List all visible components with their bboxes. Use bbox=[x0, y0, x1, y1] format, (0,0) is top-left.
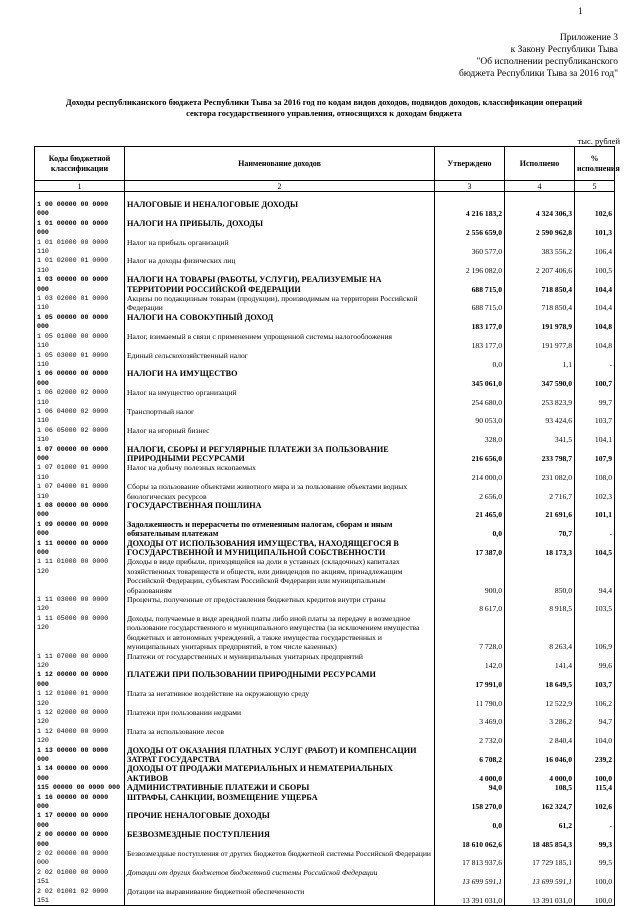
table-row bbox=[35, 539, 615, 558]
row-name: Налог, взимаемый в связи с применением упрощенной системы налогообложения bbox=[125, 332, 435, 351]
row-percent: 99,5 bbox=[575, 849, 615, 868]
row-approved: 17 991,0 bbox=[435, 670, 505, 689]
row-code: 1 07 00000 00 0000 000 bbox=[35, 445, 125, 464]
row-executed: 17 729 185,1 bbox=[505, 849, 575, 868]
row-executed: 1,1 bbox=[505, 351, 575, 370]
row-executed: 347 590,0 bbox=[505, 369, 575, 388]
row-name: ПРОЧИЕ НЕНАЛОГОВЫЕ ДОХОДЫ bbox=[125, 811, 435, 830]
row-percent: 100,0 bbox=[575, 764, 615, 783]
row-executed: 191 977,8 bbox=[505, 332, 575, 351]
row-code: 1 06 04000 02 0000 110 bbox=[35, 407, 125, 426]
table-row bbox=[35, 238, 615, 257]
row-name: ДОХОДЫ ОТ ОКАЗАНИЯ ПЛАТНЫХ УСЛУГ (РАБОТ) И КОМПЕНСАЦИИ ЗАТРАТ ГОСУДАРСТВА bbox=[125, 746, 435, 765]
row-code: 1 11 07000 00 0000 120 bbox=[35, 652, 125, 671]
row-percent: 101,3 bbox=[575, 219, 615, 238]
row-executed: 18 173,3 bbox=[505, 539, 575, 558]
header-name: Наименование доходов bbox=[125, 147, 435, 181]
row-code: 1 01 01000 00 0000 110 bbox=[35, 238, 125, 257]
table-row bbox=[35, 652, 615, 671]
table-row bbox=[35, 294, 615, 313]
row-approved: 0,0 bbox=[435, 520, 505, 539]
row-executed: 8 918,5 bbox=[505, 595, 575, 614]
row-code: 1 01 00000 00 0000 000 bbox=[35, 219, 125, 238]
row-code: 1 03 00000 00 0000 000 bbox=[35, 275, 125, 294]
row-percent: 94,7 bbox=[575, 708, 615, 727]
row-percent: 104,0 bbox=[575, 727, 615, 746]
row-percent: 106,9 bbox=[575, 614, 615, 652]
table-row bbox=[35, 275, 615, 294]
row-executed: 70,7 bbox=[505, 520, 575, 539]
row-approved: 2 656,0 bbox=[435, 482, 505, 501]
row-name: ГОСУДАРСТВЕННАЯ ПОШЛИНА bbox=[125, 501, 435, 520]
row-name: ПЛАТЕЖИ ПРИ ПОЛЬЗОВАНИИ ПРИРОДНЫМИ РЕСУРСАМИ bbox=[125, 670, 435, 689]
table-row bbox=[35, 256, 615, 275]
row-code: 115 00000 00 0000 000 bbox=[35, 783, 125, 792]
row-percent: 104,8 bbox=[575, 332, 615, 351]
row-approved: 345 061,0 bbox=[435, 369, 505, 388]
table-row bbox=[35, 351, 615, 370]
table-row bbox=[35, 849, 615, 868]
column-number-row bbox=[35, 181, 615, 192]
row-executed: 13 391 031,0 bbox=[505, 887, 575, 906]
row-approved: 8 617,0 bbox=[435, 595, 505, 614]
row-name: НАЛОГИ НА СОВОКУПНЫЙ ДОХОД bbox=[125, 313, 435, 332]
row-name: Платежи от государственных и муниципальных унитарных предприятий bbox=[125, 652, 435, 671]
row-percent: 107,9 bbox=[575, 445, 615, 464]
row-percent: 104,4 bbox=[575, 294, 615, 313]
row-percent: 99,3 bbox=[575, 830, 615, 849]
table-row bbox=[35, 670, 615, 689]
row-name: НАЛОГИ НА ТОВАРЫ (РАБОТЫ, УСЛУГИ), РЕАЛИЗУЕМЫЕ НА ТЕРРИТОРИИ РОССИЙСКОЙ ФЕДЕРАЦИИ bbox=[125, 275, 435, 294]
document-title bbox=[34, 97, 614, 119]
row-executed: 3 286,2 bbox=[505, 708, 575, 727]
table-row bbox=[35, 426, 615, 445]
row-name: Дотации на выравнивание бюджетной обеспеченности bbox=[125, 887, 435, 906]
table-row bbox=[35, 482, 615, 501]
row-code: 1 17 00000 00 0000 000 bbox=[35, 811, 125, 830]
row-percent: 102,6 bbox=[575, 200, 615, 219]
table-row bbox=[35, 783, 615, 792]
row-name: Задолженность и перерасчеты по отмененным налогам, сборам и иным обязательным платежам bbox=[125, 520, 435, 539]
row-approved: 142,0 bbox=[435, 652, 505, 671]
row-approved: 688 715,0 bbox=[435, 294, 505, 313]
table-row bbox=[35, 463, 615, 482]
unit-label: тыс. рублей bbox=[577, 136, 620, 146]
row-percent: 101,1 bbox=[575, 501, 615, 520]
table-row bbox=[35, 557, 615, 595]
column-number: 3 bbox=[435, 181, 505, 192]
row-approved: 11 790,0 bbox=[435, 689, 505, 708]
row-percent: 99,7 bbox=[575, 388, 615, 407]
row-code: 1 09 00000 00 0000 000 bbox=[35, 520, 125, 539]
row-name: АДМИНИСТРАТИВНЫЕ ПЛАТЕЖИ И СБОРЫ bbox=[125, 783, 435, 792]
row-code: 1 05 03000 01 0000 110 bbox=[35, 351, 125, 370]
row-code: 1 11 00000 00 0000 000 bbox=[35, 539, 125, 558]
row-executed: 4 000,0 bbox=[505, 764, 575, 783]
row-percent: 104,5 bbox=[575, 539, 615, 558]
column-number: 2 bbox=[125, 181, 435, 192]
row-approved: 17 387,0 bbox=[435, 539, 505, 558]
row-executed: 383 556,2 bbox=[505, 238, 575, 257]
row-name: Единый сельскохозяйственный налог bbox=[125, 351, 435, 370]
row-code: 1 06 02000 02 0000 110 bbox=[35, 388, 125, 407]
row-approved: 183 177,0 bbox=[435, 332, 505, 351]
header-approved: Утверждено bbox=[435, 147, 505, 181]
row-percent: 100,5 bbox=[575, 256, 615, 275]
row-percent: 103,5 bbox=[575, 595, 615, 614]
row-name: Плата за негативное воздействие на окружающую среду bbox=[125, 689, 435, 708]
table-row bbox=[35, 520, 615, 539]
column-number: 4 bbox=[505, 181, 575, 192]
row-approved: 6 708,2 bbox=[435, 746, 505, 765]
row-name: Безвозмездные поступления от других бюджетов бюджетной системы Российской Федерации bbox=[125, 849, 435, 868]
row-approved: 183 177,0 bbox=[435, 313, 505, 332]
row-name: Акцизы по подакцизным товарам (продукции), производимым на территории Российской Федерации bbox=[125, 294, 435, 313]
row-executed: 718 850,4 bbox=[505, 275, 575, 294]
row-executed: 2 590 962,8 bbox=[505, 219, 575, 238]
row-approved: 0,0 bbox=[435, 351, 505, 370]
appendix-line: Приложение 3 bbox=[559, 33, 618, 43]
appendix-header bbox=[459, 32, 618, 80]
header-executed: Исполнено bbox=[505, 147, 575, 181]
row-name: ДОХОДЫ ОТ ИСПОЛЬЗОВАНИЯ ИМУЩЕСТВА, НАХОДЯЩЕГОСЯ В ГОСУДАРСТВЕННОЙ И МУНИЦИПАЛЬНОЙ СОБСТВЕННОСТИ bbox=[125, 539, 435, 558]
row-executed: 93 424,6 bbox=[505, 407, 575, 426]
row-percent: 106,4 bbox=[575, 238, 615, 257]
row-code: 1 12 00000 00 0000 000 bbox=[35, 670, 125, 689]
table-row bbox=[35, 746, 615, 765]
row-code: 1 11 01000 00 0000 120 bbox=[35, 557, 125, 595]
row-approved: 2 556 659,0 bbox=[435, 219, 505, 238]
row-executed: 2 840,4 bbox=[505, 727, 575, 746]
row-executed: 108,5 bbox=[505, 783, 575, 792]
row-executed: 718 850,4 bbox=[505, 294, 575, 313]
title-line: Доходы республиканского бюджета Республики Тыва за 2016 год по кодам видов доходов, подвидов доходов, классификации операций bbox=[65, 97, 583, 107]
row-executed: 141,4 bbox=[505, 652, 575, 671]
row-approved: 13 391 031,0 bbox=[435, 887, 505, 906]
row-executed: 21 691,6 bbox=[505, 501, 575, 520]
row-percent: 104,1 bbox=[575, 426, 615, 445]
table-row bbox=[35, 388, 615, 407]
row-name: НАЛОГИ, СБОРЫ И РЕГУЛЯРНЫЕ ПЛАТЕЖИ ЗА ПОЛЬЗОВАНИЕ ПРИРОДНЫМИ РЕСУРСАМИ bbox=[125, 445, 435, 464]
row-percent: 115,4 bbox=[575, 783, 615, 792]
row-percent: 103,7 bbox=[575, 407, 615, 426]
row-approved: 94,0 bbox=[435, 783, 505, 792]
row-percent: 100,0 bbox=[575, 887, 615, 906]
row-executed: 61,2 bbox=[505, 811, 575, 830]
row-percent: - bbox=[575, 811, 615, 830]
row-code: 1 12 02000 00 0000 120 bbox=[35, 708, 125, 727]
row-approved: 7 728,0 bbox=[435, 614, 505, 652]
table-row bbox=[35, 708, 615, 727]
table-row bbox=[35, 445, 615, 464]
row-approved: 4 000,0 bbox=[435, 764, 505, 783]
table-row bbox=[35, 793, 615, 812]
row-executed: 341,5 bbox=[505, 426, 575, 445]
row-approved: 2 732,0 bbox=[435, 727, 505, 746]
row-code: 1 13 00000 00 0000 000 bbox=[35, 746, 125, 765]
row-name: Налог на имущество организаций bbox=[125, 388, 435, 407]
row-executed: 233 798,7 bbox=[505, 445, 575, 464]
revenue-table bbox=[34, 146, 620, 906]
row-approved: 18 610 062,6 bbox=[435, 830, 505, 849]
row-percent: - bbox=[575, 351, 615, 370]
appendix-line: "Об исполнении республиканского bbox=[476, 57, 618, 67]
table-row bbox=[35, 614, 615, 652]
row-approved: 216 656,0 bbox=[435, 445, 505, 464]
row-percent: 106,2 bbox=[575, 689, 615, 708]
table-row bbox=[35, 868, 615, 887]
table-row bbox=[35, 764, 615, 783]
row-approved: 17 813 937,6 bbox=[435, 849, 505, 868]
appendix-line: бюджета Республики Тыва за 2016 год" bbox=[458, 69, 618, 79]
row-percent: 103,7 bbox=[575, 670, 615, 689]
row-code: 1 06 05000 02 0000 110 bbox=[35, 426, 125, 445]
row-code: 1 07 04000 01 0000 110 bbox=[35, 482, 125, 501]
row-approved: 21 465,0 bbox=[435, 501, 505, 520]
table-row bbox=[35, 689, 615, 708]
row-name: Налог на игорный бизнес bbox=[125, 426, 435, 445]
table-row bbox=[35, 200, 615, 219]
row-approved: 90 053,0 bbox=[435, 407, 505, 426]
row-executed: 18 485 854,3 bbox=[505, 830, 575, 849]
row-executed: 850,0 bbox=[505, 557, 575, 595]
row-code: 1 08 00000 00 0000 000 bbox=[35, 501, 125, 520]
row-executed: 12 522,9 bbox=[505, 689, 575, 708]
row-name: Налог на доходы физических лиц bbox=[125, 256, 435, 275]
table-row bbox=[35, 811, 615, 830]
row-name: ШТРАФЫ, САНКЦИИ, ВОЗМЕЩЕНИЕ УЩЕРБА bbox=[125, 793, 435, 812]
table-row bbox=[35, 219, 615, 238]
row-name: Доходы, получаемые в виде арендной платы либо иной платы за передачу в возмездное пользование государственного и муниципального имущества (за исключением имущества бюджетных и автономных учреждений, а также имущества государственных и муниципальных унитарных предприятий, в том числе казенных) bbox=[125, 614, 435, 652]
row-executed: 191 978,9 bbox=[505, 313, 575, 332]
row-executed: 16 046,0 bbox=[505, 746, 575, 765]
row-name: БЕЗВОЗМЕЗДНЫЕ ПОСТУПЛЕНИЯ bbox=[125, 830, 435, 849]
row-code: 1 01 02000 01 0000 110 bbox=[35, 256, 125, 275]
column-number: 1 bbox=[35, 181, 125, 192]
row-approved: 158 270,0 bbox=[435, 793, 505, 812]
row-name: Проценты, полученные от предоставления бюджетных кредитов внутри страны bbox=[125, 595, 435, 614]
table-row bbox=[35, 332, 615, 351]
row-code: 1 12 04000 00 0000 120 bbox=[35, 727, 125, 746]
row-code: 1 00 00000 00 0000 000 bbox=[35, 200, 125, 219]
table-row bbox=[35, 313, 615, 332]
table-row bbox=[35, 595, 615, 614]
row-executed: 18 649,5 bbox=[505, 670, 575, 689]
row-percent: 100,0 bbox=[575, 868, 615, 887]
row-executed: 4 324 306,3 bbox=[505, 200, 575, 219]
row-approved: 328,0 bbox=[435, 426, 505, 445]
row-code: 1 07 01000 01 0000 110 bbox=[35, 463, 125, 482]
row-approved: 688 715,0 bbox=[435, 275, 505, 294]
row-code: 1 05 01000 00 0000 110 bbox=[35, 332, 125, 351]
row-executed: 231 082,0 bbox=[505, 463, 575, 482]
title-line: сектора государственного управления, относящихся к доходам бюджета bbox=[186, 108, 462, 118]
row-percent: 102,3 bbox=[575, 482, 615, 501]
table-row bbox=[35, 501, 615, 520]
row-approved: 214 000,0 bbox=[435, 463, 505, 482]
row-percent: 104,4 bbox=[575, 275, 615, 294]
row-name: НАЛОГИ НА ПРИБЫЛЬ, ДОХОДЫ bbox=[125, 219, 435, 238]
table-row bbox=[35, 369, 615, 388]
row-percent: 102,6 bbox=[575, 793, 615, 812]
row-code: 1 11 05000 00 0000 120 bbox=[35, 614, 125, 652]
table-row bbox=[35, 727, 615, 746]
row-name: Сборы за пользование объектами животного мира и за пользование объектами водных биологических ресурсов bbox=[125, 482, 435, 501]
row-code: 2 02 00000 00 0000 000 bbox=[35, 849, 125, 868]
page-number: 1 bbox=[578, 6, 583, 16]
row-percent: 94,4 bbox=[575, 557, 615, 595]
row-approved: 3 469,0 bbox=[435, 708, 505, 727]
appendix-line: к Закону Республики Тыва bbox=[510, 45, 618, 55]
header-code: Коды бюджетной классификации bbox=[35, 147, 125, 181]
row-name: Платежи при пользовании недрами bbox=[125, 708, 435, 727]
row-name: ДОХОДЫ ОТ ПРОДАЖИ МАТЕРИАЛЬНЫХ И НЕМАТЕРИАЛЬНЫХ АКТИВОВ bbox=[125, 764, 435, 783]
row-name: Плата за использование лесов bbox=[125, 727, 435, 746]
table-row bbox=[35, 830, 615, 849]
row-name: НАЛОГИ НА ИМУЩЕСТВО bbox=[125, 369, 435, 388]
row-approved: 4 216 183,2 bbox=[435, 200, 505, 219]
row-approved: 13 699 591,1 bbox=[435, 868, 505, 887]
row-percent: 100,7 bbox=[575, 369, 615, 388]
row-code: 2 02 01000 00 0000 151 bbox=[35, 868, 125, 887]
row-code: 1 05 00000 00 0000 000 bbox=[35, 313, 125, 332]
row-percent: - bbox=[575, 520, 615, 539]
table-row bbox=[35, 887, 615, 906]
row-executed: 253 823,9 bbox=[505, 388, 575, 407]
row-executed: 2 716,7 bbox=[505, 482, 575, 501]
row-name: Налог на добычу полезных ископаемых bbox=[125, 463, 435, 482]
row-percent: 239,2 bbox=[575, 746, 615, 765]
column-number: 5 bbox=[575, 181, 615, 192]
row-code: 1 14 00000 00 0000 000 bbox=[35, 764, 125, 783]
row-name: Доходы в виде прибыли, приходящейся на доли в уставных (складочных) капиталах хозяйственных товариществ и обществ, или дивидендов по акциям, принадлежащим Российской Федерации, субъектам Российской Федерации или муниципальным образованиям bbox=[125, 557, 435, 595]
row-percent: 108,0 bbox=[575, 463, 615, 482]
row-executed: 2 207 406,6 bbox=[505, 256, 575, 275]
row-code: 1 03 02000 01 0000 110 bbox=[35, 294, 125, 313]
row-executed: 162 324,7 bbox=[505, 793, 575, 812]
row-code: 1 11 03000 00 0000 120 bbox=[35, 595, 125, 614]
row-approved: 2 196 082,0 bbox=[435, 256, 505, 275]
row-code: 1 16 00000 00 0000 000 bbox=[35, 793, 125, 812]
row-approved: 254 680,0 bbox=[435, 388, 505, 407]
row-code: 1 12 01000 01 0000 120 bbox=[35, 689, 125, 708]
table-row bbox=[35, 407, 615, 426]
row-code: 1 06 00000 00 0000 000 bbox=[35, 369, 125, 388]
row-approved: 360 577,0 bbox=[435, 238, 505, 257]
row-approved: 0,0 bbox=[435, 811, 505, 830]
row-percent: 104,8 bbox=[575, 313, 615, 332]
row-executed: 8 263,4 bbox=[505, 614, 575, 652]
row-name: Дотации от других бюджетов бюджетной системы Российской Федерации bbox=[125, 868, 435, 887]
row-executed: 13 699 591,1 bbox=[505, 868, 575, 887]
row-percent: 99,6 bbox=[575, 652, 615, 671]
row-name: Транспортный налог bbox=[125, 407, 435, 426]
row-name: НАЛОГОВЫЕ И НЕНАЛОГОВЫЕ ДОХОДЫ bbox=[125, 200, 435, 219]
row-approved: 900,0 bbox=[435, 557, 505, 595]
row-code: 2 00 00000 00 0000 000 bbox=[35, 830, 125, 849]
row-code: 2 02 01001 02 0000 151 bbox=[35, 887, 125, 906]
row-name: Налог на прибыль организаций bbox=[125, 238, 435, 257]
header-percent: % исполнения bbox=[575, 147, 615, 181]
